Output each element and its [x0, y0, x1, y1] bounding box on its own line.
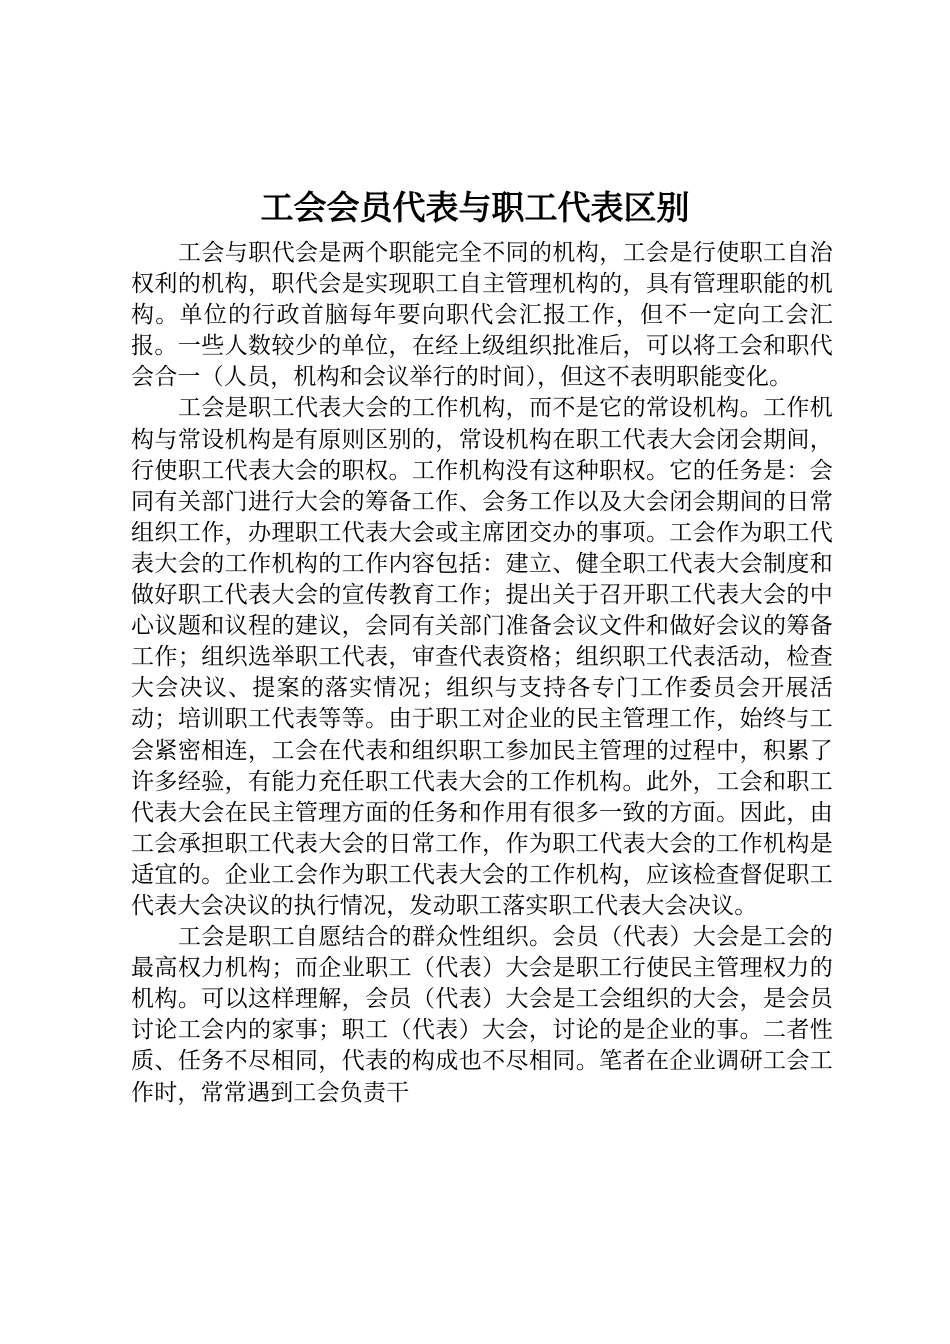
paragraph-1: 工会与职代会是两个职能完全不同的机构，工会是行使职工自治权利的机构，职代会是实现职工自主管理机构的，具有管理职能的机构。单位的行政首脑每年要向职代会汇报工作，但不一定向工会汇报。一些人数较少的单位，在经上级组织批准后，可以将工会和职代会合一（人员，机构和会议举行的时间），但这不表明职能变化。 [131, 240, 833, 391]
document-title: 工会会员代表与职工代表区别 [260, 188, 690, 227]
paragraph-3: 工会是职工自愿结合的群众性组织。会员（代表）大会是工会的最高权力机构；而企业职工（代表）大会是职工行使民主管理权力的机构。可以这样理解，会员（代表）大会是工会组织的大会，是会员讨论工会内的家事；职工（代表）大会，讨论的是企业的事。二者性质、任务不尽相同，代表的构成也不尽相同。笔者在企业调研工会工作时，常常遇到工会负责干 [131, 924, 833, 1106]
paragraph-2: 工会是职工代表大会的工作机构，而不是它的常设机构。工作机构与常设机构是有原则区别的，常设机构在职工代表大会闭会期间，行使职工代表大会的职权。工作机构没有这种职权。它的任务是：会同有关部门进行大会的筹备工作、会务工作以及大会闭会期间的日常组织工作，办理职工代表大会或主席团交办的事项。工会作为职工代表大会的工作机构的工作内容包括：建立、健全职工代表大会制度和做好职工代表大会的宣传教育工作；提出关于召开职工代表大会的中心议题和议程的建议，会同有关部门准备会议文件和做好会议的筹备工作；组织选举职工代表，审查代表资格；组织职工代表活动，检查大会决议、提案的落实情况；组织与支持各专门工作委员会开展活动；培训职工代表等等。由于职工对企业的民主管理工作，始终与工会紧密相连，工会在代表和组织职工参加民主管理的过程中，积累了许多经验，有能力充任职工代表大会的工作机构。此外，工会和职工代表大会在民主管理方面的任务和作用有很多一致的方面。因此，由工会承担职工代表大会的日常工作，作为职工代表大会的工作机构是适宜的。企业工会作为职工代表大会的工作机构，应该检查督促职工代表大会决议的执行情况，发动职工落实职工代表大会决议。 [131, 395, 833, 919]
document-body [131, 238, 833, 1109]
